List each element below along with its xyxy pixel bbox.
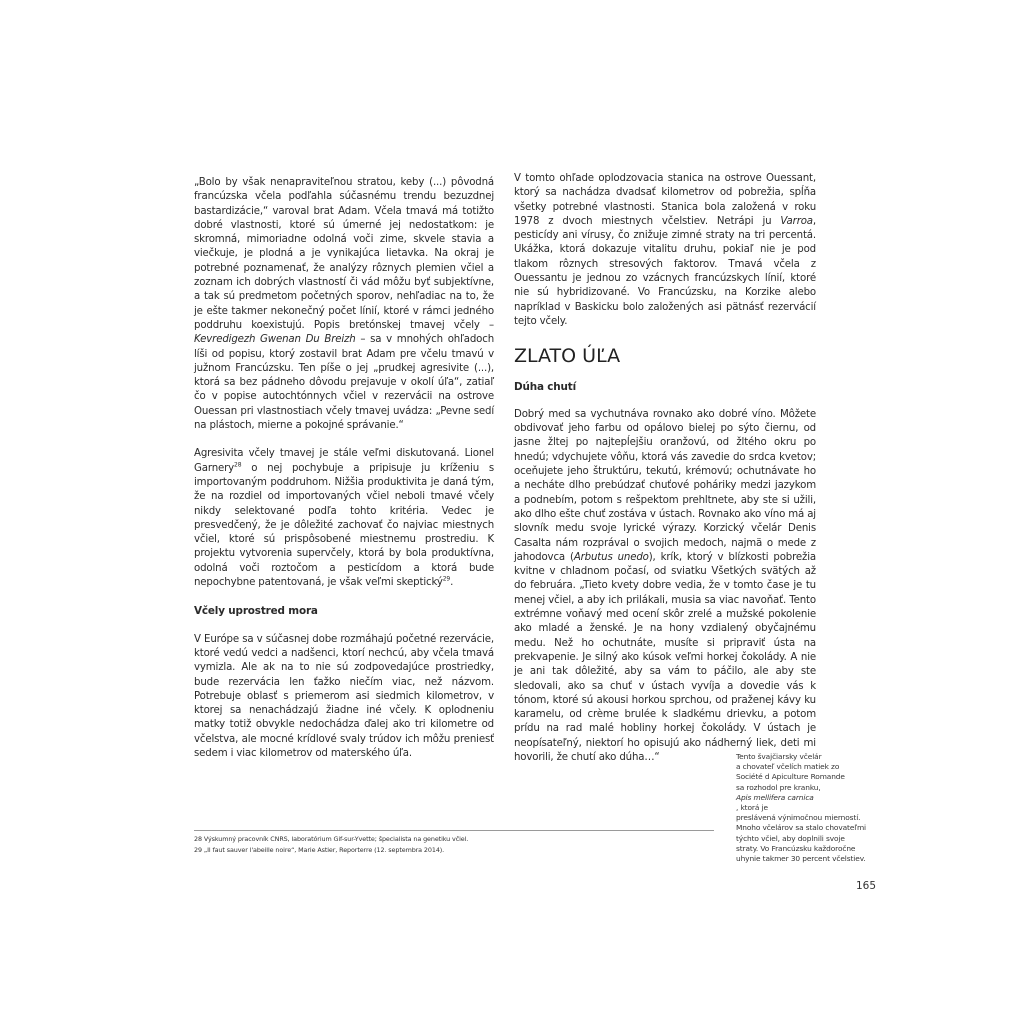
caption-line: preslávená výnimočnou mierností. [736, 813, 861, 823]
footnotes [194, 834, 714, 856]
body-paragraph: „Bolo by však nenapraviteľnou stratou, keby (...) pôvodná francúzska včela podľahla súčasnému trendu bezuzdnej bastardizácie,“ varoval brat Adam. Včela tmavá má totižto dobré vlastnosti, ktoré sú úmerné jej nedostatkom: je skromná, mimoriadne odolná voči zime, skvele stavia a viečkuje, je plodná a je vynikajúca lietavka. Na okraj je potrebné poznamenať, že analýzy rôznych plemien včiel a zoznam ich dobrých vlastností či vád môžu byť subjektívne, a tak sú predmetom početných sporov, nehľadiac na to, že je ešte takmer nekonečný počet línií, ktoré v rámci jedného poddruhu koexistujú. Popis bretónskej tmavej včely – Kevredigezh Gwenan Du Breizh – sa v mnohých ohľadoch líši od popisu, ktorý zostavil brat Adam pre včelu tmavú v južnom Francúzsku. Ten píše o jej „prudkej agresivite (...), ktorá sa bez pádneho dôvodu prejavuje v okolí úľa“, zatiaľ čo v popise autochtónnych včiel v rezervácii na ostrove Ouessan pri vlastnostiach včely tmavej uvádza: „Pevne sedí na plástoch, mierne a pokojné správanie.“ [194, 177, 495, 432]
photo-caption [736, 752, 876, 864]
section-heading: Dúha chutí [514, 380, 577, 393]
footnote-29: 29 „Il faut sauver l'abeille noire“, Marie Astier, Reporterre (12. septembra 2014). [194, 846, 445, 854]
page-number: 165 [856, 880, 877, 892]
body-paragraph: V tomto ohľade oplodzovacia stanica na ostrove Ouessant, ktorý sa nachádza dvadsať kilometrov od pobrežia, spĺňa všetky potrebné vlastnosti. Stanica bola založená v roku 1978 z dvoch miestnych včelstiev. Netrápi ju Varroa, pesticídy ani vírusy, čo znižuje zimné straty na tri percentá. Ukážka, ktorá dokazuje vitalitu druhu, pokiaľ nie je pod tlakom rôznych stresových faktorov. Tmavá včela z Ouessantu je jednou zo vzácnych francúzskych línií, ktoré nie sú hybridizované. Vo Francúzsku, na Korzike alebo napríklad v Baskicku bolo založených asi pätnásť rezervácií tejto včely. [514, 173, 816, 327]
footnote-ref[interactable]: 28 [234, 461, 242, 469]
chapter-title: ZLATO ÚĽA [514, 345, 621, 368]
footnote-divider [194, 830, 714, 831]
left-column [194, 176, 494, 761]
right-column [514, 172, 816, 765]
body-paragraph: Agresivita včely tmavej je stále veľmi diskutovaná. Lionel Garnery$^{28}$ o nej pochybuje a pripisuje ju kríženiu s importovaným poddruhom. Nižšia produktivita je daná tým, že na rozdiel od importovaných včiel neboli tmavé včely nikdy selektované podľa tohto kritéria. Vedec je presvedčený, že je dôležité zachovať čo najviac miestnych včiel, ktoré sú prispôsobené miestnemu prostrediu. K projektu vytvorenia supervčely, ktorá by bola produktívna, odolná voči roztočom a pesticídom a ktorá bude nepochybne patentovaná, je však veľmi skeptický$^{29}$. [194, 448, 494, 589]
caption-line: sa rozhodol pre kranku, [736, 782, 821, 792]
caption-line: Apis mellifera carnica , ktorá je [736, 792, 814, 813]
footnote-28: 28 Výskumný pracovník CNRS, laboratórium Gif-sur-Yvette; špecialista na genetiku včiel. [194, 835, 469, 843]
caption-line: uhynie takmer 30 percent včelstiev. [736, 854, 866, 864]
body-paragraph: Dobrý med sa vychutnáva rovnako ako dobré víno. Môžete obdivovať jeho farbu od opálovo bielej po sýto čiernu, od jasne žltej po najtepĺejšiu oranžovú, od žltého okru po hnedú; vdychujete vôňu, ktorá vás zavedie do srdca kvetov; oceňujete jeho štruktúru, tekutú, krémovú; ochutnávate ho a necháte dlho prebúdzať chuťové poháriky medzi jazykom a podnebím, potom s rešpektom prehltnete, aby ste si užili, ako dlho ešte chuť zostáva v ústach. Rovnako ako víno má aj slovník medu svoje lyrické výrazy. Korzický včelár Denis Casalta nám rozprával o svojich medoch, najmä o mede z jahodovca (Arbutus unedo), krík, ktorý v blízkosti pobrežia kvitne v chladnom počasí, od sviatku Všetkých svätých až do februára. „Tieto kvety dobre vedia, že v tomto čase je tu menej včiel, a aby ich prilákali, musia sa viac navoňať. Tento extrémne voňavý med ocení skôr zrelé a mužské pokolenie ako mladé a ženské. Je na hony vzdialený obyčajnému medu. Než ho ochutnáte, musíte si pripraviť ústa na prekvapenie. Je silný ako kúsok veľmi horkej čokolády. A nie je ani tak dôležité, aby sa vám to páčilo, ale aby ste sledovali, ako sa chuť v ústach vyvíja a dovedie vás k tónom, ktoré sú akousi horkou sprchou, od praženej kávy ku karamelu, od crème brulée k sladkému drievku, a potom prídu na rad malé hobliny horkej čokolády. V ústach je neopísateľný, niektorí ho opisujú ako nádherný liek, deti mi hovorili, že chutí ako dúha…“ [514, 408, 817, 763]
body-paragraph: V Európe sa v súčasnej dobe rozmáhajú početné rezervácie, ktoré vedú vedci a nadšenci, ktorí nechcú, aby včela tmavá vymizla. Ale ak na to nie sú zodpovedajúce prostriedky, bude rezervácia len ťažko niečím viac, než názvom. Potrebuje oblasť s priemerom asi siedmich kilometrov, v ktorej sa nenachádzajú žiadne iné včely. K oplodneniu matky totiž obvykle nedochádza ďalej ako tri kilometre od včelstva, ale mocné krídlové svaly trúdov ich môžu preniesť sedem i viac kilometrov od materského úľa. [194, 633, 494, 759]
caption-line: straty. Vo Francúzsku každoročne [736, 843, 856, 853]
caption-line: Tento švajčiarsky včelár [736, 752, 822, 761]
caption-line: týchto včiel, aby doplnili svoje [736, 833, 845, 843]
caption-line: Société d Apiculture Romande [736, 772, 845, 782]
footnote-ref[interactable]: 29 [442, 575, 451, 583]
section-heading: Včely uprostred mora [194, 605, 318, 618]
caption-line: Mnoho včelárov sa stalo chovateľmi [736, 823, 866, 833]
caption-line: a chovateľ včelích matiek zo [736, 762, 840, 772]
